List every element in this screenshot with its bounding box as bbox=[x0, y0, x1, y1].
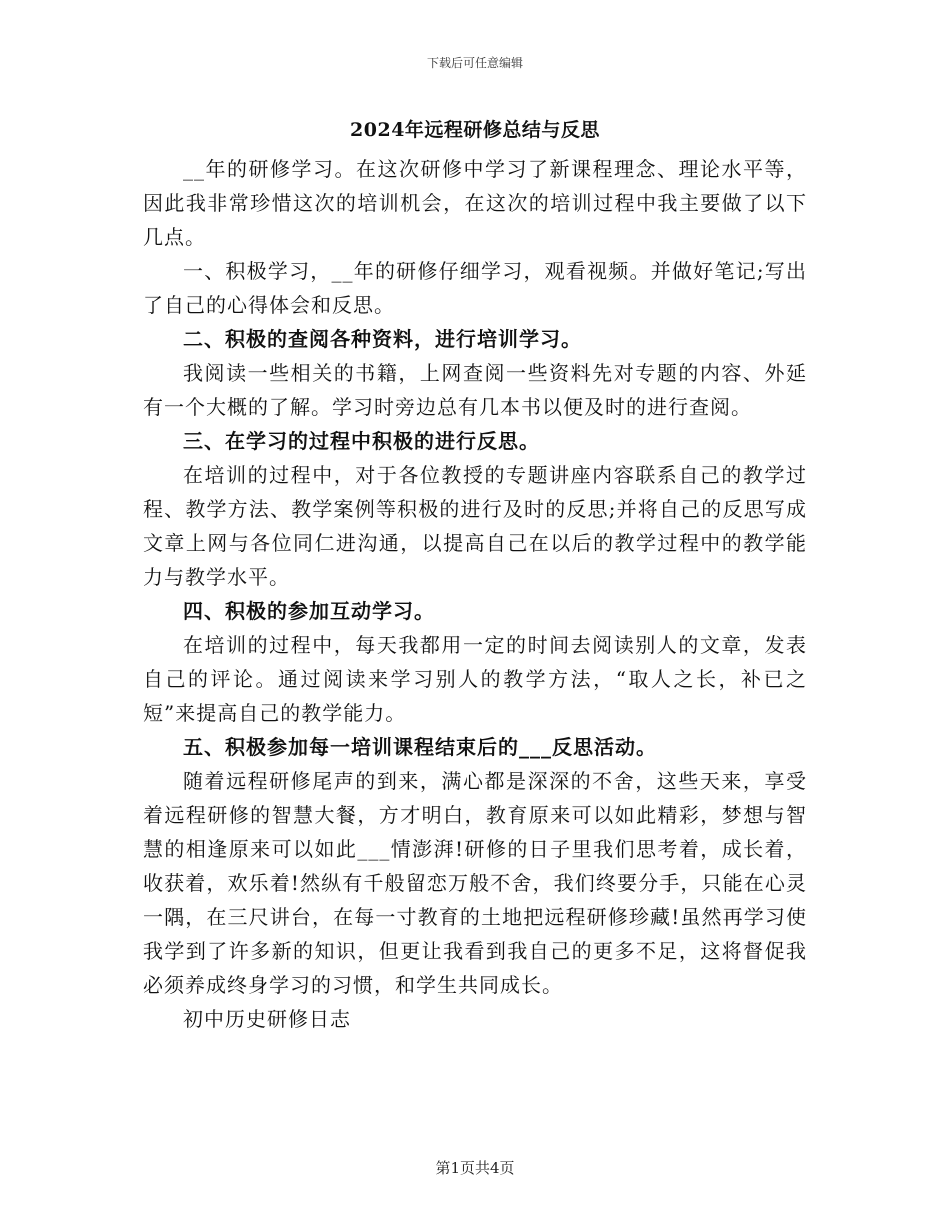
header-note: 下载后可任意编辑 bbox=[426, 56, 523, 70]
paragraph-section-four: 在培训的过程中，每天我都用一定的时间去阅读别人的文章，发表自己的评论。通过阅读来学习别人的教学方法，“取人之长，补已之短”来提高自己的教学能力。 bbox=[143, 633, 807, 725]
document-body bbox=[143, 152, 807, 1036]
section-heading-five: 五、积极参加每一培训课程结束后的___反思活动。 bbox=[183, 735, 657, 759]
page-footer: 第1页共4页 bbox=[435, 1159, 515, 1177]
paragraph-section-five: 随着远程研修尾声的到来，满心都是深深的不舍，这些天来，享受着远程研修的智慧大餐，方才明白，教育原来可以如此精彩，梦想与智慧的相逢原来可以如此___情澎湃!研修的日子里我们思考着，成长着，收获着，欢乐着!然纵有千般留恋万般不舍，我们终要分手，只能在心灵一隅，在三尺讲台，在每一寸教育的土地把远程研修珍藏!虽然再学习使我学到了许多新的知识，但更让我看到我自己的更多不足，这将督促我必须养成终身学习的习惯，和学生共同成长。 bbox=[143, 769, 807, 997]
paragraph-section-two: 我阅读一些相关的书籍，上网查阅一些资料先对专题的内容、外延有一个大概的了解。学习时旁边总有几本书以便及时的进行查阅。 bbox=[143, 361, 807, 419]
paragraph-intro: __年的研修学习。在这次研修中学习了新课程理念、理论水平等，因此我非常珍惜这次的培训机会，在这次的培训过程中我主要做了以下几点。 bbox=[143, 157, 807, 249]
section-heading-two: 二、积极的查阅各种资料，进行培训学习。 bbox=[183, 327, 582, 351]
document-title: 2024年远程研修总结与反思 bbox=[350, 119, 600, 141]
paragraph-point-one: 一、积极学习，__年的研修仔细学习，观看视频。并做好笔记;写出了自己的心得体会和反思。 bbox=[143, 259, 807, 317]
section-heading-three: 三、在学习的过程中积极的进行反思。 bbox=[183, 429, 540, 453]
section-heading-four: 四、积极的参加互动学习。 bbox=[183, 599, 435, 623]
paragraph-section-three: 在培训的过程中，对于各位教授的专题讲座内容联系自己的教学过程、教学方法、教学案例等积极的进行及时的反思;并将自己的反思写成文章上网与各位同仁进沟通，以提高自己在以后的教学过程中的教学能力与教学水平。 bbox=[143, 463, 807, 589]
paragraph-history-log: 初中历史研修日志 bbox=[183, 1007, 351, 1031]
